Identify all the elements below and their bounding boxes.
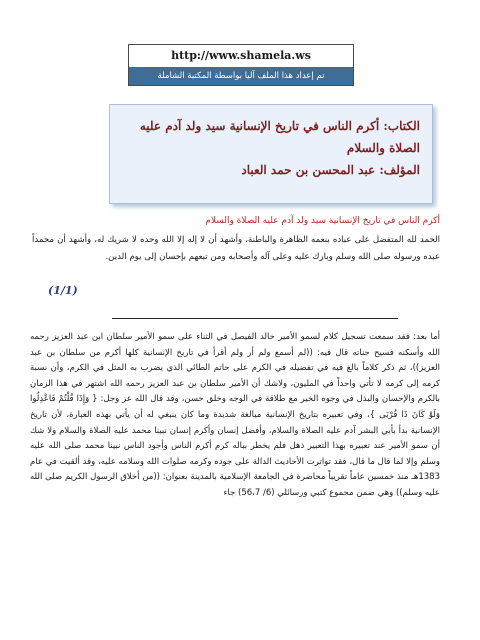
body-paragraph: أما بعد: فقد سمعت تسجيل كلام لسمو الأمير خالد الفيصل في الثناء على سمو الأمير سلطان ابن عبد العزيز رحمه الله وأسكنه فسيح جناته قال فيه: ((لم أسمع ولم أر ولم أقرأ في تاريخ الإنسانية كلها أكرم من سلطان بن عبد العزيز))، ثم ذكر كلاماً بالغ فيه في تفضيله في الكرم على حاتم الطائي الذي يضرب به المثل في الكرم، وأن نسبة كرمه إلى كرمه لا تأتي واحداً في المليون، ولاشك أن الأمير سلطان بن عبد العزيز رحمه الله اشتهر في هذا الزمان بالكرم والإحسان والبذل في وجوه الخير مع طلاقة في الوجه وخلق حسن، وقد قال الله عز وجل: { وَإِذَا قُلْتُمْ فَاعْدِلُوا وَلَوْ كَانَ ذَا قُرْبَى }، وفي تعبيره بتاريخ الإنسانية مبالغة شديدة وما كان ينبغي له أن يأتي بهذه العبارة، لأن تاريخ الإنسانية بدأ بأبي البشر آدم عليه الصلاة والسلام، وأفضل إنسان وأكرم إنسان نبينا محمد عليه الصلاة والسلام ولا شك أن سمو الأمير عند تعبيره بهذا التعبير ذهل فلم يخطر بباله كرم أكرم الناس وأجود الناس نبينا محمد صلى الله عليه وسلم وإلا لما قال ما قال، فقد تواترت الأحاديث الدالة على جوده وكرمه صلوات الله وسلامه عليه، وقد ألقيت في عام 1383هـ منذ خمسين عاماً تقريباً محاضرة في الجامعة الإسلامية بالمدينة بعنوان: ((من أخلاق الرسول الكريم صلى الله عليه وسلم)) وهي ضمن مجموع كتبي ورسائلي (6/ 56،7) جاء <box>30 332 440 498</box>
page-number: (1/1) <box>48 284 78 297</box>
divider-line <box>112 318 398 319</box>
shamela-header <box>128 44 354 86</box>
book-author: المؤلف: عبد المحسن بن حمد العباد <box>241 163 420 177</box>
generated-note: تم إعداد هذا الملف آليا بواسطة المكتبة الشاملة <box>129 67 353 85</box>
intro-paragraph: الحمد لله المتفضل على عباده بنعمه الظاهرة والباطنة، وأشهد أن لا إله إلا الله وحده لا شريك له، وأشهد أن محمداً عبده ورسوله صلى الله وسلم وبارك عليه وعلى آله وأصحابه ومن تبعهم بإحسان إلى يوم الدين. <box>32 235 440 262</box>
site-url[interactable]: http://www.shamela.ws <box>171 49 311 62</box>
book-title: الكتاب: أكرم الناس في تاريخ الإنسانية سيد ولد آدم عليه الصلاة والسلام <box>139 119 420 155</box>
book-info-box <box>109 104 433 204</box>
section-title: أكرم الناس في تاريخ الإنسانية سيد ولد آدم عليه الصلاة والسلام <box>205 216 440 226</box>
